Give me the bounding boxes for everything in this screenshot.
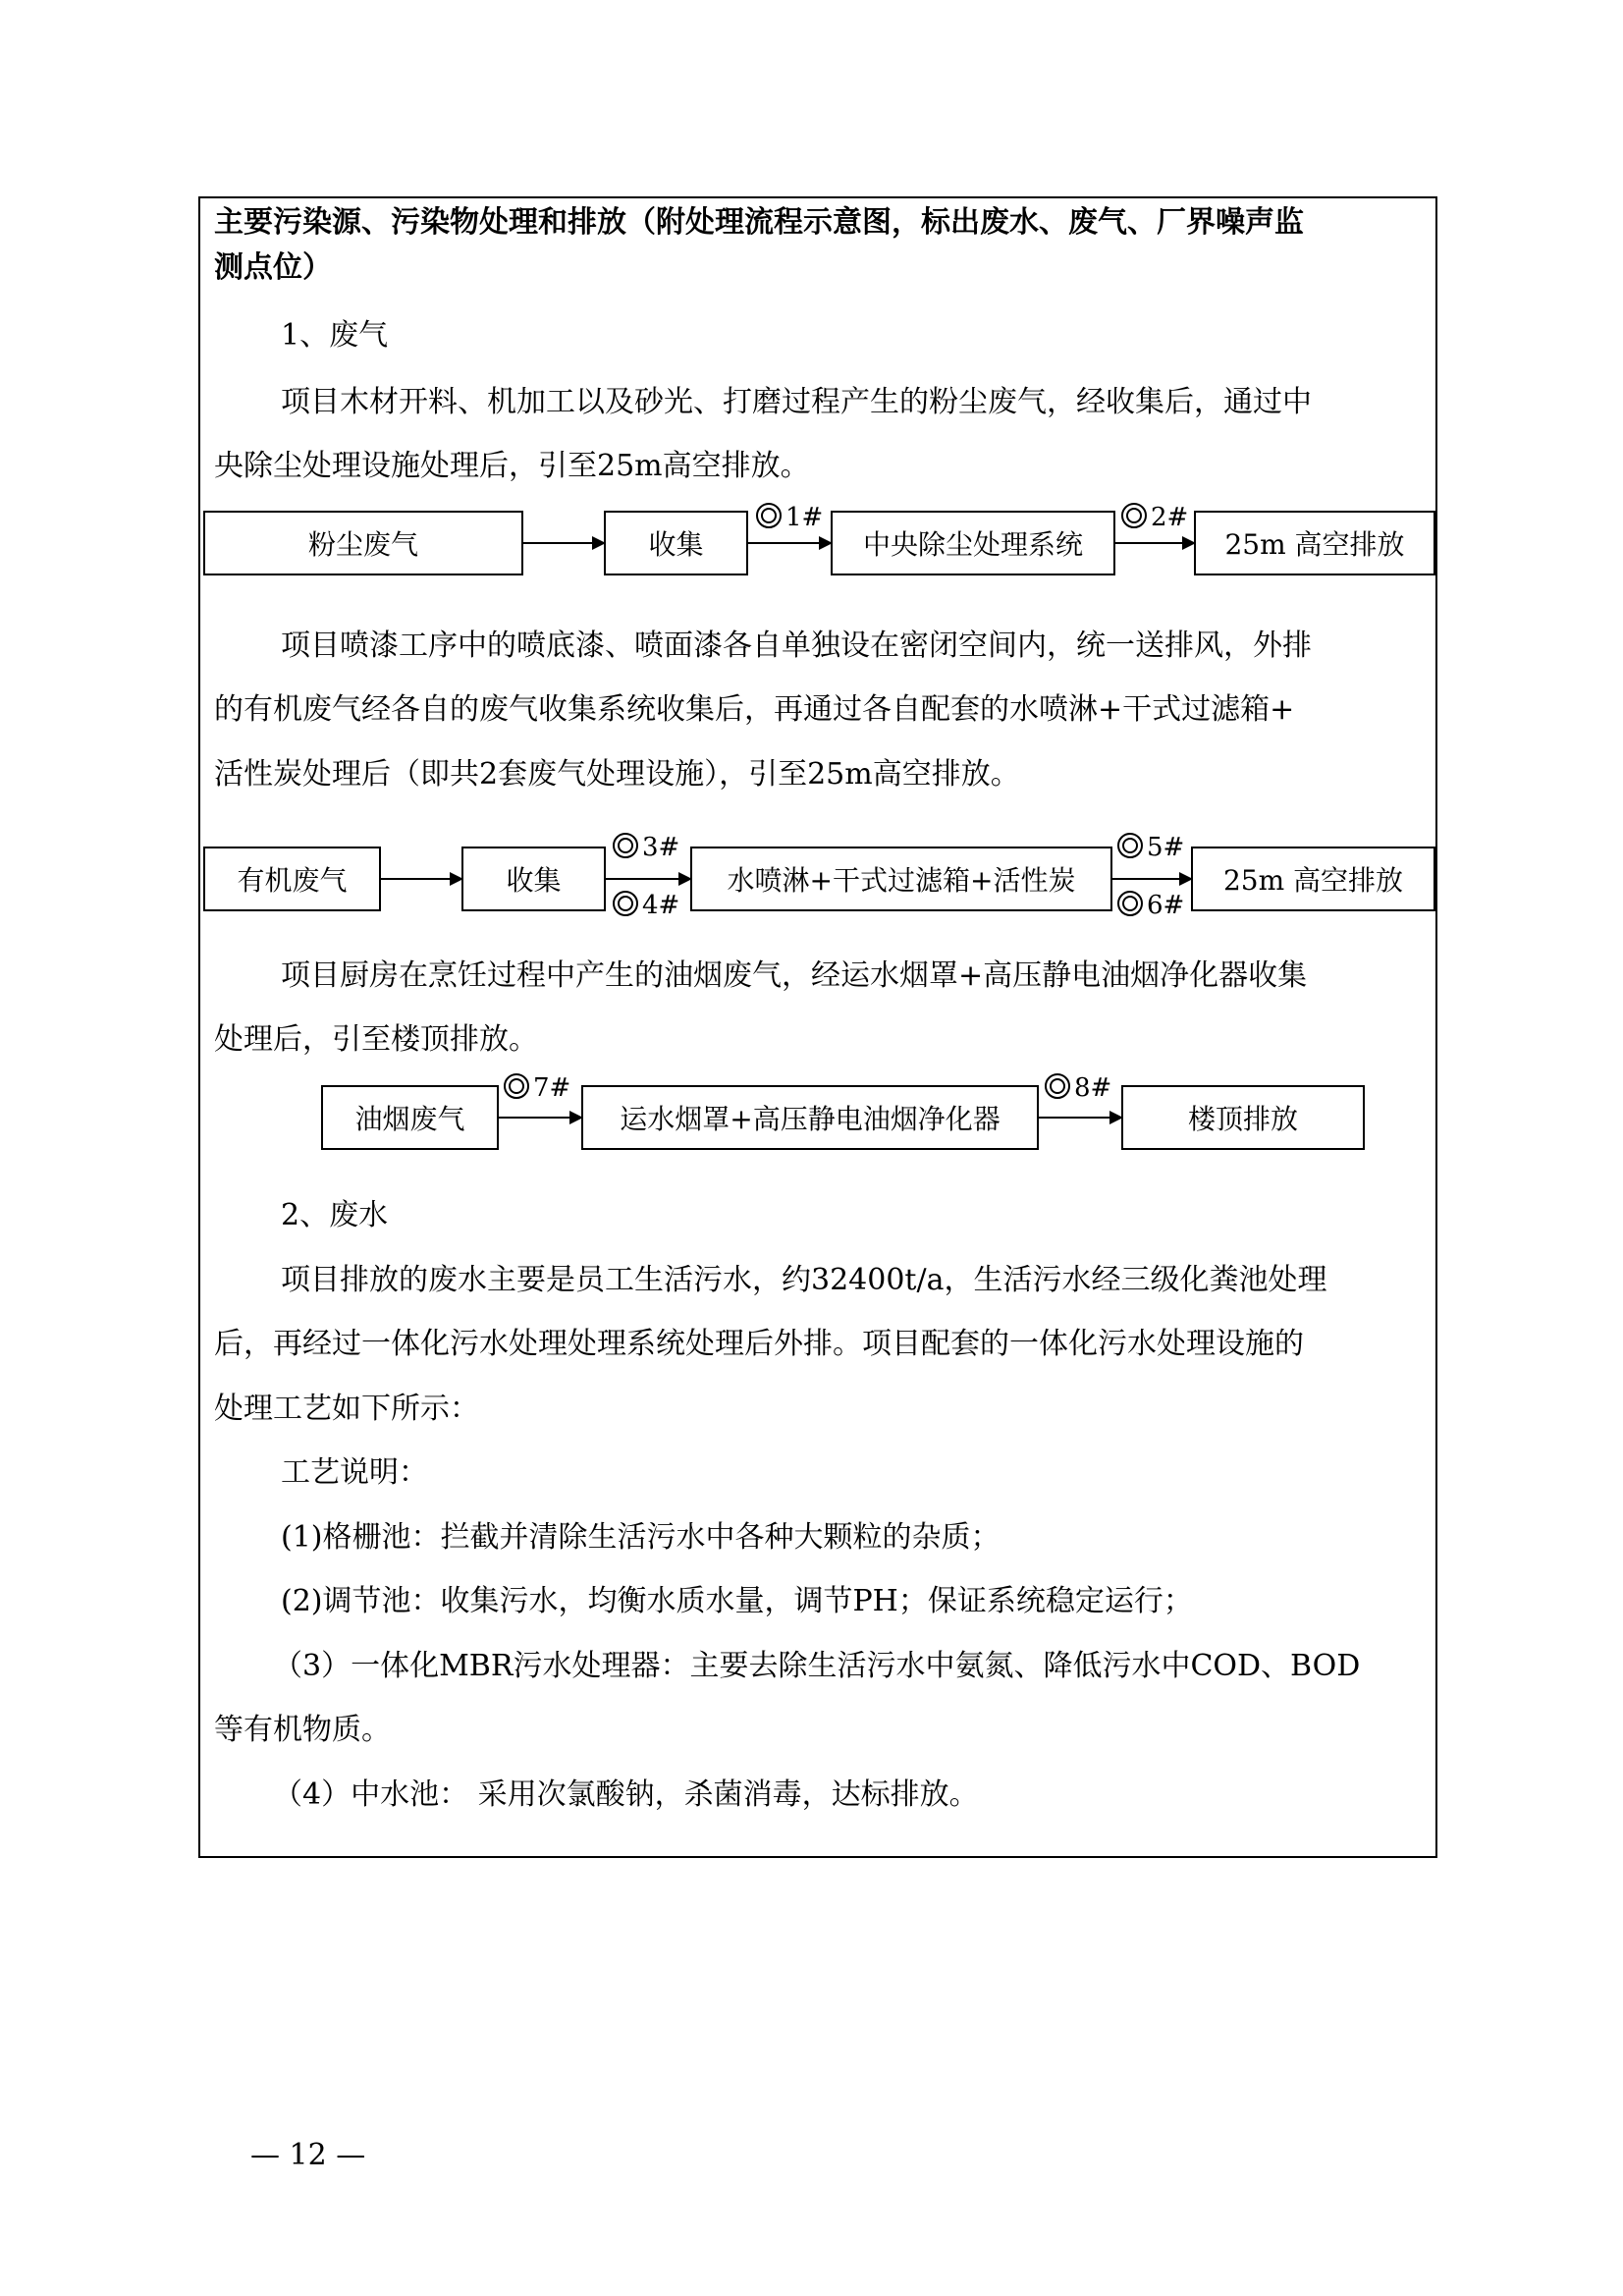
monitor-point-3: 3#: [613, 833, 679, 862]
process-step-3-line1: （3）一体化MBR污水处理器：主要去除生活污水中氨氮、降低污水中COD、BOD: [273, 1649, 1361, 1683]
flow-box-25m-discharge: 25m 高空排放: [1194, 511, 1435, 575]
monitor-point-1: 1#: [756, 503, 823, 532]
oil-fume-text-line1: 项目厨房在烹饪过程中产生的油烟废气，经运水烟罩+高压静电油烟净化器收集: [281, 958, 1308, 993]
monitoring-point-icon: [613, 891, 638, 916]
organic-text-line2: 的有机废气经各自的废气收集系统收集后，再通过各自配套的水喷淋+干式过滤箱+: [214, 692, 1295, 727]
flow-box-dust-gas: 粉尘废气: [203, 511, 523, 575]
monitoring-point-icon: [1045, 1073, 1070, 1099]
flow-arrow: [1112, 878, 1191, 880]
section-heading-line1: 主要污染源、污染物处理和排放（附处理流程示意图，标出废水、废气、厂界噪声监: [214, 205, 1304, 240]
flow-arrow: [381, 878, 461, 880]
flow-box-hood-purifier: 运水烟罩+高压静电油烟净化器: [581, 1085, 1039, 1150]
monitor-point-5: 5#: [1117, 833, 1184, 862]
monitoring-point-icon: [1121, 503, 1147, 528]
monitor-point-4: 4#: [613, 891, 679, 920]
monitoring-point-icon: [756, 503, 782, 528]
flow-arrow: [606, 878, 690, 880]
flow-arrow: [499, 1117, 581, 1119]
process-step-3-line2: 等有机物质。: [214, 1713, 391, 1747]
flow-box-organic-gas: 有机废气: [203, 847, 381, 911]
waste-water-text-line1: 项目排放的废水主要是员工生活污水，约32400t/a，生活污水经三级化粪池处理: [281, 1263, 1327, 1297]
flow-box-collect: 收集: [604, 511, 748, 575]
flow-box-roof-discharge: 楼顶排放: [1121, 1085, 1365, 1150]
monitoring-point-icon: [504, 1073, 529, 1099]
oil-fume-text-line2: 处理后，引至楼顶排放。: [214, 1022, 538, 1057]
monitoring-point-icon: [613, 833, 638, 858]
monitor-point-8: 8#: [1045, 1073, 1111, 1103]
flow-box-central-dust-removal: 中央除尘处理系统: [831, 511, 1115, 575]
waste-water-text-line3: 处理工艺如下所示：: [214, 1392, 479, 1426]
monitor-point-7: 7#: [504, 1073, 570, 1103]
flow-box-25m-discharge: 25m 高空排放: [1191, 847, 1435, 911]
process-title: 工艺说明：: [281, 1455, 428, 1490]
monitoring-point-icon: [1117, 833, 1143, 858]
page-number: — 12 —: [250, 2138, 366, 2172]
flow-arrow: [1115, 542, 1194, 544]
waste-water-text-line2: 后，再经过一体化污水处理处理系统处理后外排。项目配套的一体化污水处理设施的: [214, 1327, 1304, 1361]
process-step-4: （4）中水池： 采用次氯酸钠，杀菌消毒，达标排放。: [273, 1777, 979, 1812]
flow-arrow: [523, 542, 604, 544]
waste-water-title: 2、废水: [281, 1198, 389, 1232]
flow-box-oil-fume: 油烟废气: [321, 1085, 499, 1150]
monitoring-point-icon: [1117, 891, 1143, 916]
flow-arrow: [748, 542, 831, 544]
flow-box-spray-filter-carbon: 水喷淋+干式过滤箱+活性炭: [690, 847, 1112, 911]
flow-arrow: [1039, 1117, 1121, 1119]
monitor-point-2: 2#: [1121, 503, 1188, 532]
dust-text-line2: 央除尘处理设施处理后，引至25m高空排放。: [214, 449, 810, 483]
process-step-2: (2)调节池：收集污水，均衡水质水量，调节PH；保证系统稳定运行；: [281, 1584, 1193, 1618]
organic-text-line3: 活性炭处理后（即共2套废气处理设施），引至25m高空排放。: [214, 757, 1020, 792]
process-step-1: (1)格栅池：拦截并清除生活污水中各种大颗粒的杂质；: [281, 1520, 1001, 1555]
dust-text-line1: 项目木材开料、机加工以及砂光、打磨过程产生的粉尘废气，经收集后，通过中: [281, 385, 1312, 419]
monitor-point-6: 6#: [1117, 891, 1184, 920]
waste-gas-title: 1、废气: [281, 318, 389, 353]
flow-box-collect: 收集: [461, 847, 606, 911]
section-heading-line2: 测点位）: [214, 250, 332, 285]
organic-text-line1: 项目喷漆工序中的喷底漆、喷面漆各自单独设在密闭空间内，统一送排风，外排: [281, 629, 1312, 663]
